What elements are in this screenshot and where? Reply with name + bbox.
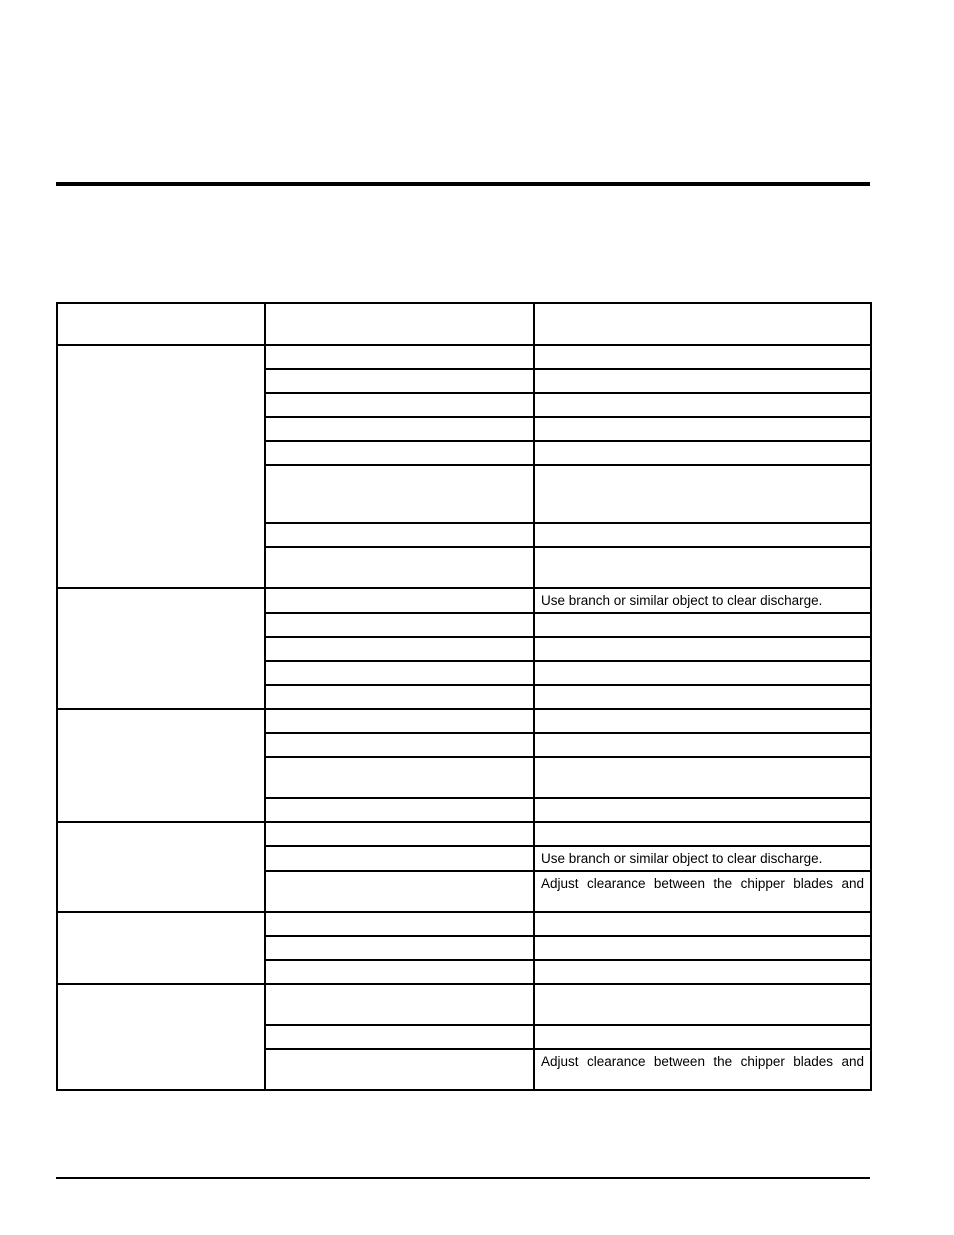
cause-cell [265, 613, 534, 637]
cause-cell [265, 822, 534, 846]
remedy-text: Use branch or similar object to clear discharge. [541, 593, 823, 608]
remedy-cell [534, 345, 871, 369]
problem-cell [57, 822, 265, 912]
cause-cell [265, 1049, 534, 1090]
cause-cell [265, 912, 534, 936]
bottom-rule [56, 1177, 870, 1179]
table-row [57, 345, 871, 369]
remedy-cell [534, 846, 871, 871]
table-header-row [57, 303, 871, 345]
remedy-cell [534, 936, 871, 960]
cause-cell [265, 936, 534, 960]
cause-cell [265, 798, 534, 822]
remedy-cell [534, 465, 871, 523]
remedy-cell [534, 984, 871, 1025]
remedy-cell [534, 960, 871, 984]
header-cell [534, 303, 871, 345]
remedy-cell [534, 661, 871, 685]
cause-cell [265, 709, 534, 733]
cause-cell [265, 345, 534, 369]
remedy-cell [534, 417, 871, 441]
cause-cell [265, 588, 534, 613]
problem-cell [57, 984, 265, 1090]
remedy-cell [534, 871, 871, 912]
remedy-cell [534, 709, 871, 733]
problem-cell [57, 709, 265, 822]
cause-cell [265, 960, 534, 984]
table-row [57, 709, 871, 733]
cause-cell [265, 417, 534, 441]
cause-cell [265, 984, 534, 1025]
remedy-cell [534, 393, 871, 417]
table-row [57, 822, 871, 846]
table-row [57, 912, 871, 936]
cause-cell [265, 369, 534, 393]
table-row [57, 984, 871, 1025]
remedy-text: Adjust clearance between the chipper blades and [541, 876, 864, 891]
table-row [57, 588, 871, 613]
cause-cell [265, 637, 534, 661]
remedy-cell [534, 798, 871, 822]
cause-cell [265, 871, 534, 912]
remedy-text: Use branch or similar object to clear discharge. [541, 851, 823, 866]
remedy-cell [534, 588, 871, 613]
cause-cell [265, 757, 534, 798]
remedy-cell [534, 822, 871, 846]
remedy-cell [534, 757, 871, 798]
cause-cell [265, 393, 534, 417]
header-cell [57, 303, 265, 345]
remedy-cell [534, 441, 871, 465]
cause-cell [265, 661, 534, 685]
header-cell [265, 303, 534, 345]
remedy-cell [534, 1025, 871, 1049]
cause-cell [265, 547, 534, 588]
remedy-cell [534, 1049, 871, 1090]
problem-cell [57, 345, 265, 588]
cause-cell [265, 846, 534, 871]
remedy-cell [534, 685, 871, 709]
cause-cell [265, 685, 534, 709]
cause-cell [265, 1025, 534, 1049]
cause-cell [265, 523, 534, 547]
cause-cell [265, 733, 534, 757]
top-rule [56, 182, 870, 186]
remedy-cell [534, 547, 871, 588]
cause-cell [265, 465, 534, 523]
remedy-cell [534, 733, 871, 757]
troubleshooting-table [56, 302, 872, 1091]
remedy-cell [534, 613, 871, 637]
problem-cell [57, 912, 265, 984]
problem-cell [57, 588, 265, 709]
remedy-text: Adjust clearance between the chipper blades and [541, 1054, 864, 1069]
remedy-cell [534, 912, 871, 936]
remedy-cell [534, 369, 871, 393]
remedy-cell [534, 523, 871, 547]
remedy-cell [534, 637, 871, 661]
cause-cell [265, 441, 534, 465]
